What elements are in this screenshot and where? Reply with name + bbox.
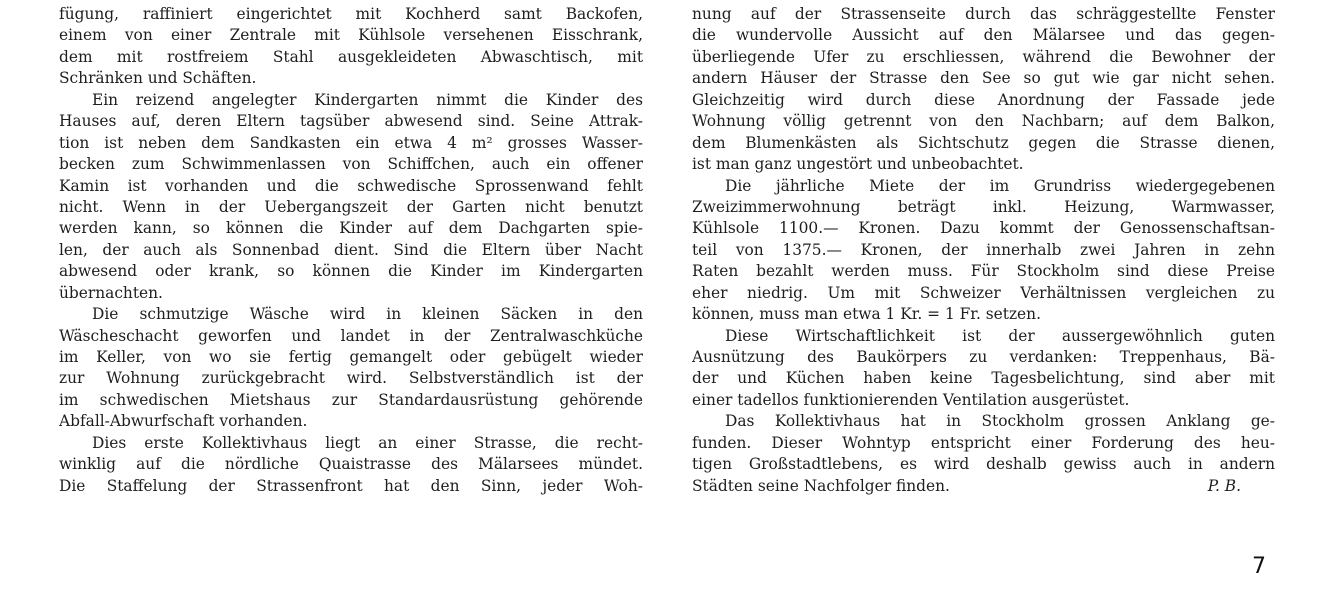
text-line: der und Küchen haben keine Tagesbelichtung, sind aber mit <box>692 369 1275 388</box>
text-line: Wohnung völlig getrennt von den Nachbarn; auf dem Balkon, <box>692 112 1275 131</box>
text-line: winklig auf die nördliche Quaistrasse des Mälarsees mündet. <box>59 455 643 474</box>
text-line: werden kann, so können die Kinder auf dem Dachgarten spie- <box>59 219 643 238</box>
text-line: im schwedischen Mietshaus zur Standardausrüstung gehörende <box>59 390 643 409</box>
text-line: Ein reizend angelegter Kindergarten nimmt die Kinder des <box>92 90 643 109</box>
author-signature: P. B. <box>1207 476 1241 495</box>
text-line: einer tadellos funktionierenden Ventilation ausgerüstet. <box>692 390 1130 409</box>
right-text-column <box>692 4 1275 497</box>
text-line: Die jährliche Miete der im Grundriss wiedergegebenen <box>725 176 1275 195</box>
text-line: nung auf der Strassenseite durch das schräggestellte Fenster <box>692 5 1275 23</box>
closing-line <box>692 476 1275 497</box>
text-line: becken zum Schwimmenlassen von Schiffchen, auch ein offener <box>59 155 643 174</box>
text-line: eher niedrig. Um mit Schweizer Verhältnissen vergleichen zu <box>692 283 1275 302</box>
text-line: nicht. Wenn in der Uebergangszeit der Garten nicht benutzt <box>59 197 643 216</box>
text-line: ist man ganz ungestört und unbeobachtet. <box>692 155 1024 174</box>
text-line: dem mit rostfreiem Stahl ausgekleideten Abwaschtisch, mit <box>59 47 643 66</box>
text-line: Das Kollektivhaus hat in Stockholm grossen Anklang ge- <box>725 412 1275 431</box>
text-line: Städten seine Nachfolger finden. <box>692 476 950 495</box>
text-line: Abfall-Abwurfschaft vorhanden. <box>59 412 308 431</box>
text-line: teil von 1375.— Kronen, der innerhalb zwei Jahren in zehn <box>692 240 1275 259</box>
text-line: Diese Wirtschaftlichkeit ist der aussergewöhnlich guten <box>725 326 1275 345</box>
text-line: übernachten. <box>59 283 163 302</box>
text-line: Kamin ist vorhanden und die schwedische Sprossenwand fehlt <box>59 176 643 195</box>
text-line: die wundervolle Aussicht auf den Mälarsee und das gegen- <box>692 26 1275 45</box>
text-line: einem von einer Zentrale mit Kühlsole versehenen Eisschrank, <box>59 26 643 45</box>
text-line: tigen Großstadtlebens, es wird deshalb gewiss auch in andern <box>692 455 1275 474</box>
text-line: Wäscheschacht geworfen und landet in der Zentralwaschküche <box>59 326 643 345</box>
text-line: Schränken und Schäften. <box>59 69 257 88</box>
page-number: 7 <box>1252 554 1266 579</box>
text-line: Dies erste Kollektivhaus liegt an einer Strasse, die recht- <box>92 433 643 452</box>
text-line: fügung, raffiniert eingerichtet mit Kochherd samt Backofen, <box>59 5 643 23</box>
text-line: Zweizimmerwohnung beträgt inkl. Heizung, Warmwasser, <box>692 197 1275 216</box>
text-line: Die schmutzige Wäsche wird in kleinen Säcken in den <box>92 305 643 324</box>
text-line: können, muss man etwa 1 Kr. = 1 Fr. setzen. <box>692 305 1041 324</box>
text-line: Gleichzeitig wird durch diese Anordnung der Fassade jede <box>692 90 1275 109</box>
text-line: Raten bezahlt werden muss. Für Stockholm sind diese Preise <box>692 262 1275 281</box>
text-line: tion ist neben dem Sandkasten ein etwa 4 m² grosses Wasser- <box>59 133 643 152</box>
text-line: zur Wohnung zurückgebracht wird. Selbstverständlich ist der <box>59 369 643 388</box>
text-line: abwesend oder krank, so können die Kinder im Kindergarten <box>59 262 643 281</box>
text-line: überliegende Ufer zu erschliessen, während die Bewohner der <box>692 47 1275 66</box>
text-line: dem Blumenkästen als Sichtschutz gegen die Strasse dienen, <box>692 133 1275 152</box>
text-line: andern Häuser der Strasse den See so gut wie gar nicht sehen. <box>692 69 1275 88</box>
text-line: Die Staffelung der Strassenfront hat den Sinn, jeder Woh- <box>59 476 643 495</box>
text-line: im Keller, von wo sie fertig gemangelt oder gebügelt wieder <box>59 348 643 366</box>
left-text-column <box>59 4 643 497</box>
text-line: len, der auch als Sonnenbad dient. Sind die Eltern über Nacht <box>59 240 643 259</box>
text-line: Hauses auf, deren Eltern tagsüber abwesend sind. Seine Attrak- <box>59 112 643 131</box>
text-line: Ausnützung des Baukörpers zu verdanken: Treppenhaus, Bä- <box>692 348 1275 366</box>
text-line: funden. Dieser Wohntyp entspricht einer Forderung des heu- <box>692 433 1275 452</box>
text-line: Kühlsole 1100.— Kronen. Dazu kommt der Genossenschaftsan- <box>692 219 1275 238</box>
